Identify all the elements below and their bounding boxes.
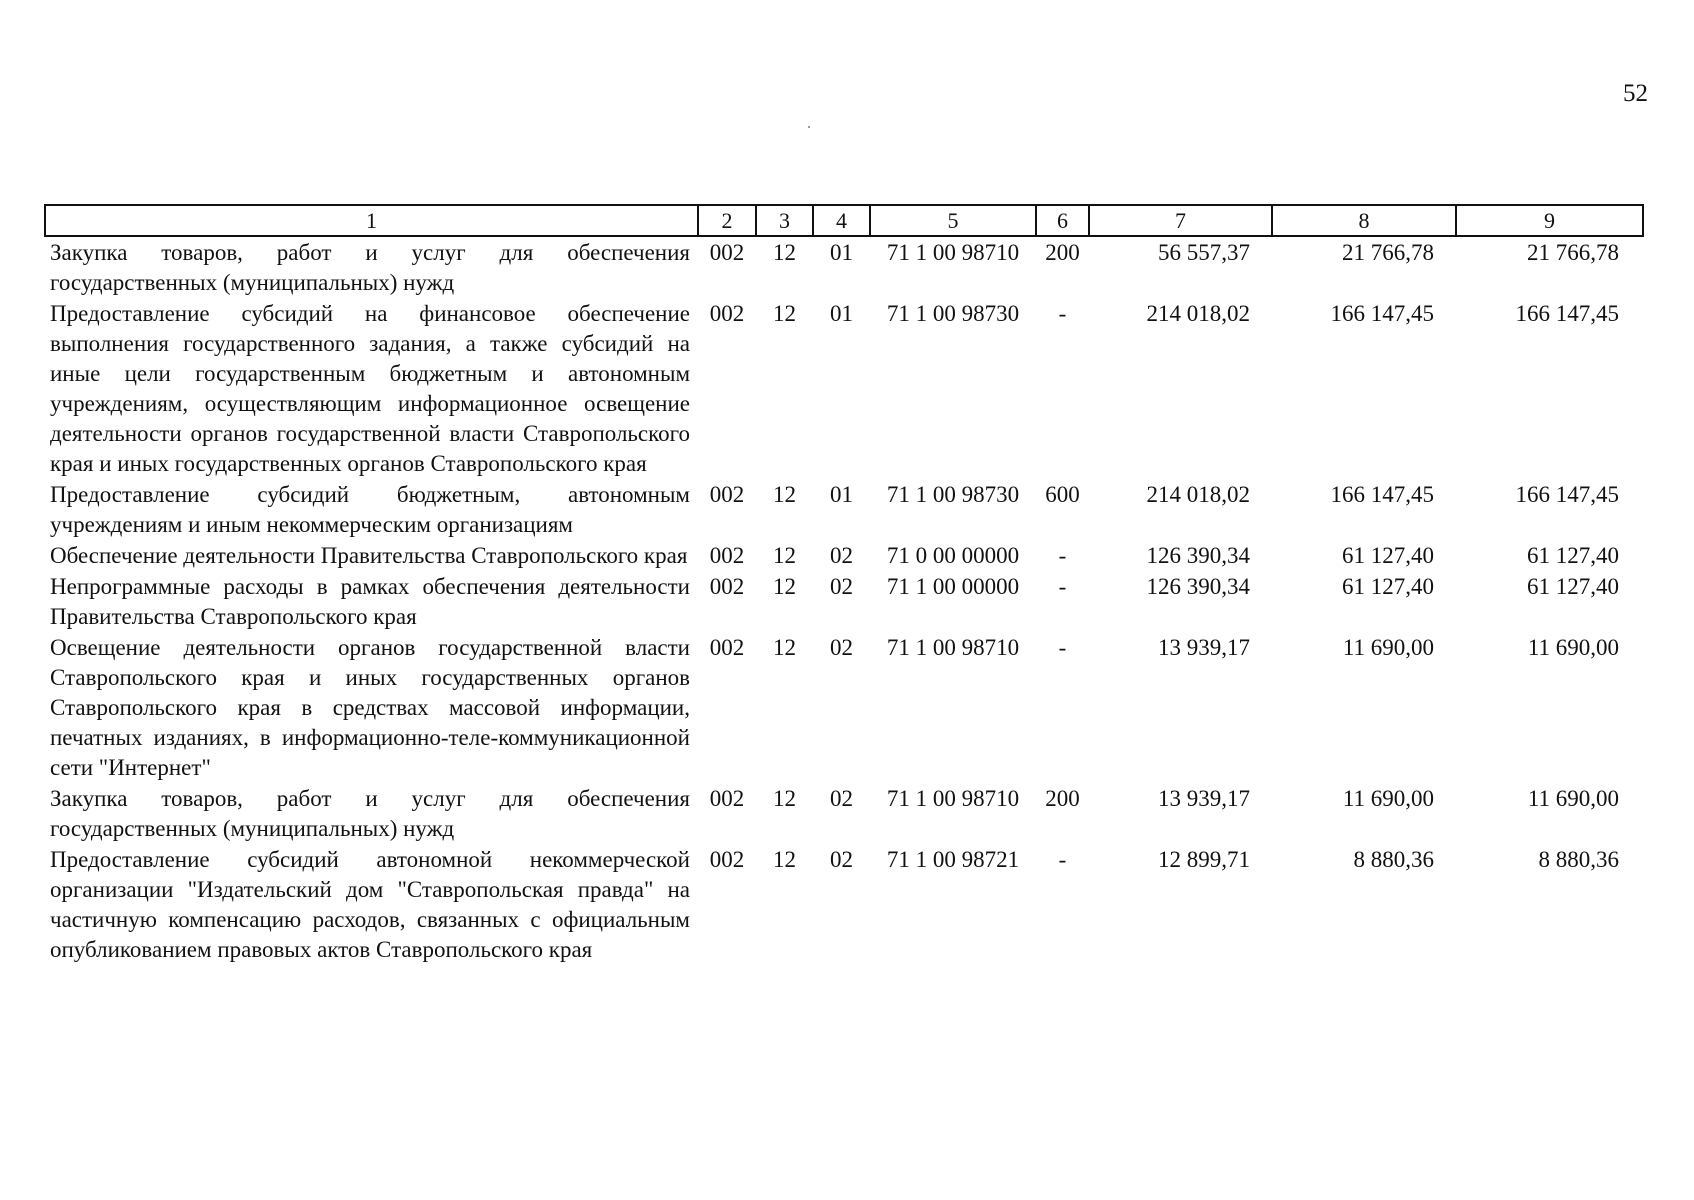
amount-col-7: 214 018,02: [1146, 482, 1250, 507]
amount-col-9: 166 147,45: [1515, 482, 1619, 507]
expense-name: Закупка товаров, работ и услуг для обеспечения государственных (муниципальных) нужд: [50, 786, 690, 841]
column-header: 7: [1089, 205, 1272, 236]
ministry-code: 002: [709, 847, 745, 872]
section-code: 12: [773, 786, 796, 811]
amount-col-8: 166 147,45: [1330, 482, 1434, 507]
expense-name: Предоставление субсидий на финансовое обеспечение выполнения государственного задания, а также субсидий на иные цели государственным бюджетным и автономным учреждениям, осуществляющим информационное освещение деятельности органов государственной власти Ставропольского края и иных государственных органов Ставропольского края: [50, 301, 690, 476]
expense-name: Закупка товаров, работ и услуг для обеспечения государственных (муниципальных) нужд: [50, 240, 690, 295]
subsection-code: 02: [830, 635, 853, 660]
ministry-code: 002: [709, 786, 745, 811]
column-header: 1: [45, 205, 698, 236]
amount-col-8: 166 147,45: [1330, 301, 1434, 326]
section-code: 12: [773, 301, 796, 326]
amount-col-9: 11 690,00: [1527, 786, 1619, 811]
section-code: 12: [773, 482, 796, 507]
ministry-code: 002: [709, 301, 745, 326]
column-header: 2: [698, 205, 756, 236]
amount-col-9: 11 690,00: [1527, 635, 1619, 660]
expense-type-code: -: [1058, 574, 1067, 599]
ministry-code: 002: [709, 543, 745, 568]
target-article-code: 71 1 00 98721: [886, 847, 1020, 872]
expense-name: Предоставление субсидий автономной некоммерческой организации "Издательский дом "Ставропольская правда" на частичную компенсацию расходов, связанных с официальным опубликованием правовых актов Ставропольского края: [50, 847, 690, 962]
table-row: [45, 571, 1643, 632]
amount-col-9: 61 127,40: [1527, 574, 1619, 599]
amount-col-9: 166 147,45: [1515, 301, 1619, 326]
expense-type-code: -: [1058, 847, 1067, 872]
target-article-code: 71 1 00 98730: [886, 301, 1020, 326]
column-header: 6: [1036, 205, 1089, 236]
subsection-code: 01: [830, 240, 853, 265]
amount-col-7: 12 899,71: [1158, 847, 1250, 872]
subsection-code: 02: [830, 786, 853, 811]
column-header: 3: [756, 205, 813, 236]
table-row: [45, 298, 1643, 479]
column-header: 9: [1456, 205, 1643, 236]
expense-type-code: 200: [1045, 786, 1080, 811]
subsection-code: 01: [830, 301, 853, 326]
amount-col-8: 21 766,78: [1342, 240, 1434, 265]
amount-col-8: 61 127,40: [1342, 543, 1434, 568]
target-article-code: 71 1 00 98710: [886, 786, 1020, 811]
target-article-code: 71 1 00 00000: [886, 574, 1020, 599]
expense-type-code: -: [1058, 635, 1067, 660]
target-article-code: 71 0 00 00000: [886, 543, 1020, 568]
ministry-code: 002: [709, 482, 745, 507]
expense-name: Непрограммные расходы в рамках обеспечения деятельности Правительства Ставропольского края: [50, 574, 690, 629]
target-article-code: 71 1 00 98710: [886, 635, 1020, 660]
subsection-code: 01: [830, 482, 853, 507]
expense-type-code: -: [1058, 543, 1067, 568]
amount-col-7: 126 390,34: [1146, 543, 1250, 568]
section-code: 12: [773, 574, 796, 599]
amount-col-8: 11 690,00: [1342, 635, 1434, 660]
amount-col-8: 61 127,40: [1342, 574, 1434, 599]
target-article-code: 71 1 00 98710: [886, 240, 1020, 265]
amount-col-7: 214 018,02: [1146, 301, 1250, 326]
expense-type-code: 600: [1045, 482, 1080, 507]
expense-name: Освещение деятельности органов государственной власти Ставропольского края и иных государственных органов Ставропольского края в средствах массовой информации, печатных изданиях, в информационно-теле-коммуникационной сети "Интернет": [50, 635, 690, 780]
table-row: [45, 632, 1643, 783]
amount-col-7: 126 390,34: [1146, 574, 1250, 599]
amount-col-9: 21 766,78: [1527, 240, 1619, 265]
budget-table: [44, 204, 1644, 965]
subsection-code: 02: [830, 847, 853, 872]
subsection-code: 02: [830, 543, 853, 568]
amount-col-8: 8 880,36: [1353, 847, 1434, 872]
ministry-code: 002: [709, 574, 745, 599]
target-article-code: 71 1 00 98730: [886, 482, 1020, 507]
column-header: 8: [1272, 205, 1456, 236]
expense-name: Предоставление субсидий бюджетным, автономным учреждениям и иным некоммерческим организациям: [50, 482, 690, 537]
table-row: [45, 236, 1643, 298]
table-row: [45, 540, 1643, 571]
expense-type-code: -: [1058, 301, 1067, 326]
column-header: 5: [870, 205, 1036, 236]
amount-col-9: 61 127,40: [1527, 543, 1619, 568]
table-row: [45, 783, 1643, 844]
amount-col-7: 13 939,17: [1158, 786, 1250, 811]
ministry-code: 002: [709, 240, 745, 265]
amount-col-8: 11 690,00: [1342, 786, 1434, 811]
table-body: [45, 236, 1643, 965]
ministry-code: 002: [709, 635, 745, 660]
table-row: [45, 479, 1643, 540]
column-header: 4: [813, 205, 870, 236]
scan-speck: [808, 126, 810, 128]
header-row: [45, 205, 1643, 236]
table-header: [45, 205, 1643, 236]
expense-name: Обеспечение деятельности Правительства Ставропольского края: [50, 543, 688, 568]
expense-type-code: 200: [1045, 240, 1080, 265]
section-code: 12: [773, 240, 796, 265]
section-code: 12: [773, 847, 796, 872]
subsection-code: 02: [830, 574, 853, 599]
section-code: 12: [773, 543, 796, 568]
amount-col-7: 13 939,17: [1158, 635, 1250, 660]
amount-col-9: 8 880,36: [1538, 847, 1619, 872]
amount-col-7: 56 557,37: [1158, 240, 1250, 265]
section-code: 12: [773, 635, 796, 660]
table-row: [45, 844, 1643, 965]
page-number: 52: [1623, 80, 1648, 107]
